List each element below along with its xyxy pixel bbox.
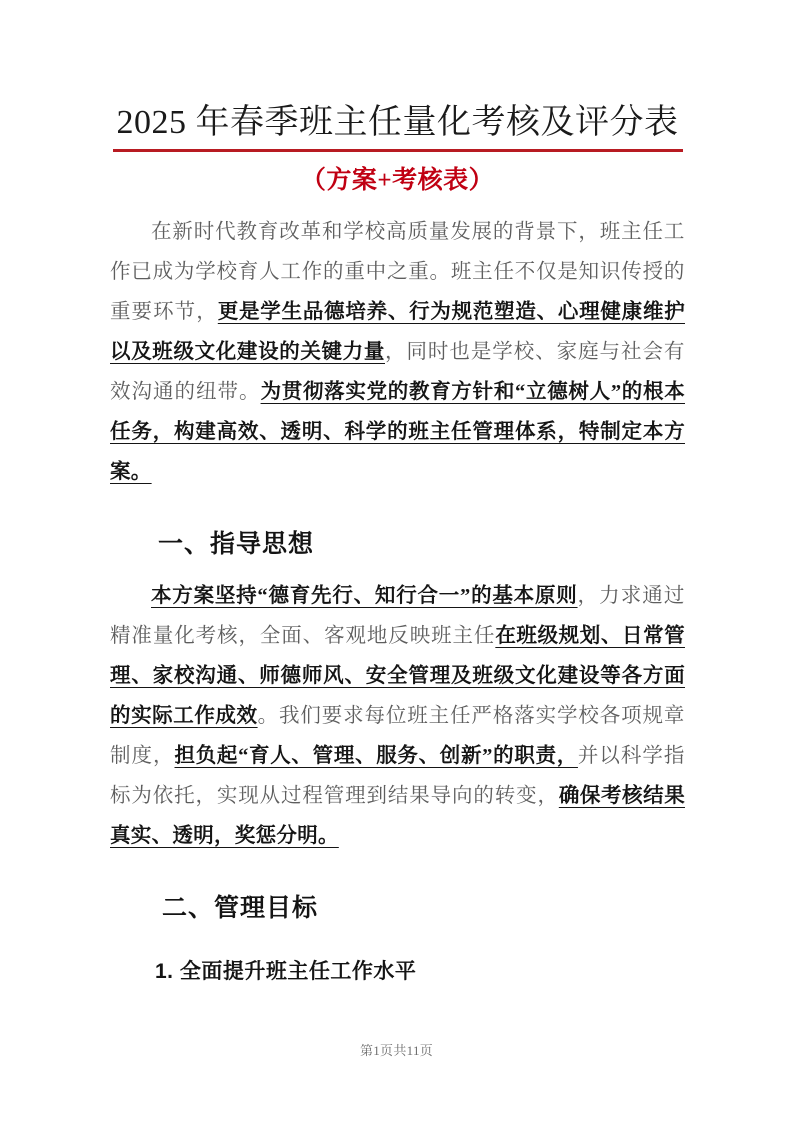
section-1-emphasis-run-7: 确保考核结果真实、透明，奖惩分明。 (110, 785, 685, 847)
section-1-emphasis-run-1: 本方案坚持“德育先行、知行合一”的基本原则 (151, 585, 578, 607)
intro-emphasis-run-4: 为贯彻落实党的教育方针和“立德树人”的根本任务，构建高效、透明、科学的班主任管理体系，特制定本方案。 (110, 381, 685, 483)
intro-text-run-1: 在新时代教育改革和学校高质量发展的背景下，班主任工作已成为学校育人工作的重中之重。班主任不仅是知识传授的重要环节， (110, 221, 685, 323)
section-1-text-run-2: ，力求通过精准量化考核，全面、客观地反映班主任 (110, 585, 685, 647)
intro-text-run-3: ，同时也是学校、家庭与社会有效沟通的纽带。 (110, 341, 685, 403)
section-1-paragraph (110, 576, 685, 856)
intro-emphasis-run-2: 更是学生品德培养、行为规范塑造、心理健康维护以及班级文化建设的关键力量 (110, 301, 685, 363)
section-2-item-1: 1. 全面提升班主任工作水平 (155, 960, 417, 983)
section-1-emphasis-run-5: 担负起“育人、管理、服务、创新”的职责， (174, 745, 578, 767)
section-1-emphasis-run-3: 在班级规划、日常管理、家校沟通、师德师风、安全管理及班级文化建设等各方面的实际工作成效 (110, 625, 685, 727)
page-title: 2025 年春季班主任量化考核及评分表 (116, 104, 679, 141)
page-footer: 第1页共11页 (359, 1043, 434, 1058)
section-heading-management-goals: 二、管理目标 (162, 894, 319, 922)
title-underline-rule (113, 149, 683, 152)
intro-paragraph (110, 212, 685, 492)
page-subtitle: （方案+考核表） (300, 167, 495, 194)
section-heading-guiding-ideology: 一、指导思想 (158, 530, 315, 558)
section-1-text-run-4: 。我们要求每位班主任严格落实学校各项规章制度， (110, 705, 685, 767)
section-1-text-run-6: 并以科学指标为依托，实现从过程管理到结果导向的转变， (110, 745, 686, 807)
page-content (110, 0, 685, 988)
